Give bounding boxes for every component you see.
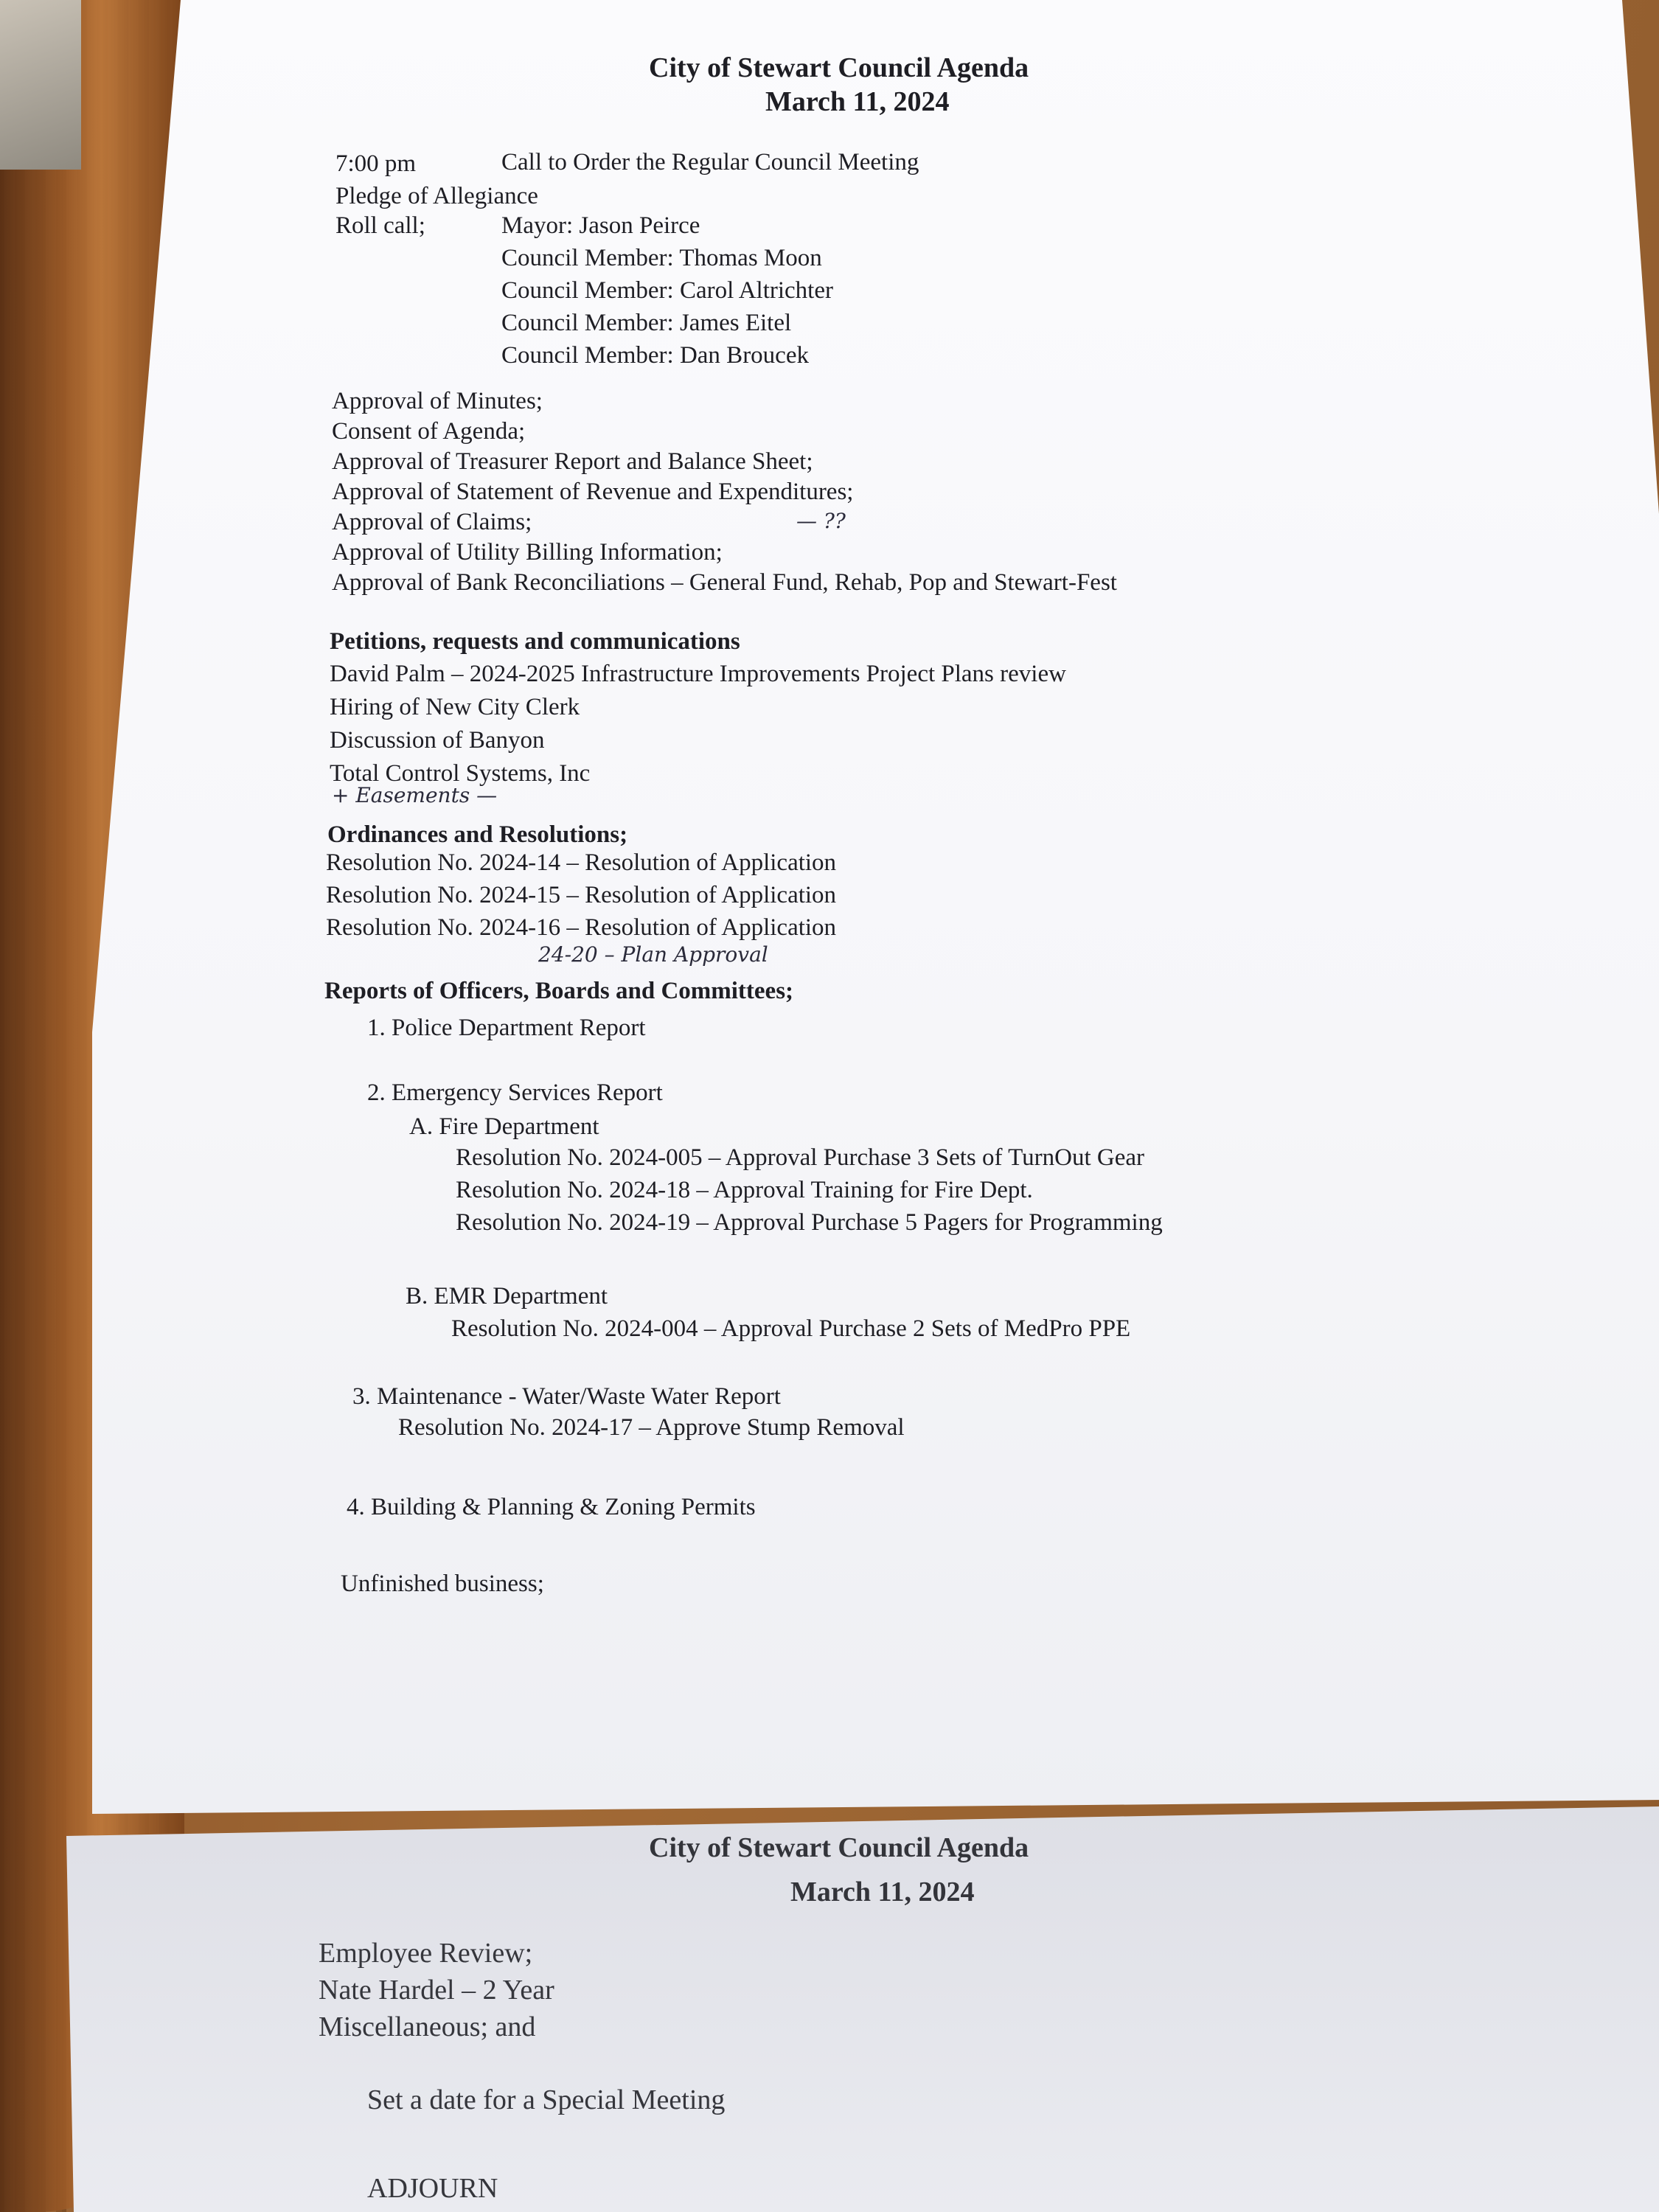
approval-claims: Approval of Claims; <box>332 509 532 535</box>
report-police: 1. Police Department Report <box>367 1015 646 1041</box>
roll-call-mayor: Mayor: Jason Peirce <box>501 212 700 239</box>
resolution-item: Resolution No. 2024-15 – Resolution of Application <box>326 882 837 908</box>
consent-agenda: Consent of Agenda; <box>332 418 526 445</box>
petition-item: Hiring of New City Clerk <box>330 694 580 720</box>
petition-item: Discussion of Banyon <box>330 727 545 754</box>
petition-item: David Palm – 2024-2025 Infrastructure Improvements Project Plans review <box>330 661 1066 687</box>
agenda-page-2 <box>66 1806 1659 2212</box>
approval-treasurer: Approval of Treasurer Report and Balance Sheet; <box>332 448 813 475</box>
resolution-item: Resolution No. 2024-004 – Approval Purchase 2 Sets of MedPro PPE <box>451 1315 1131 1342</box>
report-emergency: 2. Emergency Services Report <box>367 1079 663 1106</box>
roll-call-member: Council Member: James Eitel <box>501 310 792 336</box>
page1-date: March 11, 2024 <box>765 86 950 117</box>
handwritten-plan-approval: 24-20 – Plan Approval <box>538 942 768 967</box>
petitions-heading: Petitions, requests and communications <box>330 628 740 655</box>
handwritten-easements: + Easements — <box>332 783 498 807</box>
unfinished-business: Unfinished business; <box>341 1571 544 1597</box>
report-building: 4. Building & Planning & Zoning Permits <box>347 1494 756 1520</box>
report-maintenance: 3. Maintenance - Water/Waste Water Report <box>352 1383 781 1410</box>
page2-items <box>319 1935 554 2045</box>
special-meeting: Set a date for a Special Meeting <box>367 2084 726 2115</box>
approval-minutes: Approval of Minutes; <box>332 388 543 414</box>
handwritten-claims-note: — ?? <box>796 509 846 533</box>
reports-heading: Reports of Officers, Boards and Committees; <box>324 978 794 1004</box>
call-time: 7:00 pm <box>335 150 417 177</box>
petition-item: Total Control Systems, Inc <box>330 760 591 787</box>
adjourn: ADJOURN <box>367 2173 498 2204</box>
roll-call-list <box>501 209 833 372</box>
call-to-order: Call to Order the Regular Council Meeting <box>501 149 919 175</box>
pledge: Pledge of Allegiance <box>335 183 538 209</box>
resolution-item: Resolution No. 2024-14 – Resolution of Application <box>326 849 837 876</box>
employee-name: Nate Hardel – 2 Year <box>319 1975 554 2006</box>
page2-title: City of Stewart Council Agenda <box>649 1832 1029 1863</box>
miscellaneous: Miscellaneous; and <box>319 2011 536 2042</box>
page1-title: City of Stewart Council Agenda <box>649 52 1029 83</box>
employee-review: Employee Review; <box>319 1938 533 1969</box>
resolution-item: Resolution No. 2024-18 – Approval Training for Fire Dept. <box>456 1177 1033 1203</box>
approval-bank: Approval of Bank Reconciliations – General Fund, Rehab, Pop and Stewart-Fest <box>332 569 1117 596</box>
ordinances-list <box>326 846 836 944</box>
roll-call-member: Council Member: Carol Altrichter <box>501 277 833 304</box>
resolution-item: Resolution No. 2024-005 – Approval Purchase 3 Sets of TurnOut Gear <box>456 1144 1145 1171</box>
approvals-list <box>332 386 1117 598</box>
approval-utility: Approval of Utility Billing Information; <box>332 539 723 566</box>
background-corner <box>0 0 81 170</box>
petitions-list <box>330 658 1066 790</box>
page2-date: March 11, 2024 <box>790 1877 975 1907</box>
maintenance-resolutions <box>398 1411 905 1444</box>
approval-revenue: Approval of Statement of Revenue and Expenditures; <box>332 479 854 505</box>
report-emr-dept: B. EMR Department <box>406 1283 608 1310</box>
roll-call-member: Council Member: Thomas Moon <box>501 245 822 271</box>
report-fire-dept: A. Fire Department <box>409 1113 599 1140</box>
roll-call-label: Roll call; <box>335 212 425 239</box>
fire-resolutions <box>456 1141 1163 1239</box>
resolution-item: Resolution No. 2024-19 – Approval Purchase 5 Pagers for Programming <box>456 1209 1163 1236</box>
resolution-item: Resolution No. 2024-17 – Approve Stump Removal <box>398 1414 905 1441</box>
resolution-item: Resolution No. 2024-16 – Resolution of Application <box>326 914 837 941</box>
emr-resolutions <box>451 1312 1130 1345</box>
roll-call-member: Council Member: Dan Broucek <box>501 342 809 369</box>
ordinances-heading: Ordinances and Resolutions; <box>327 821 628 848</box>
